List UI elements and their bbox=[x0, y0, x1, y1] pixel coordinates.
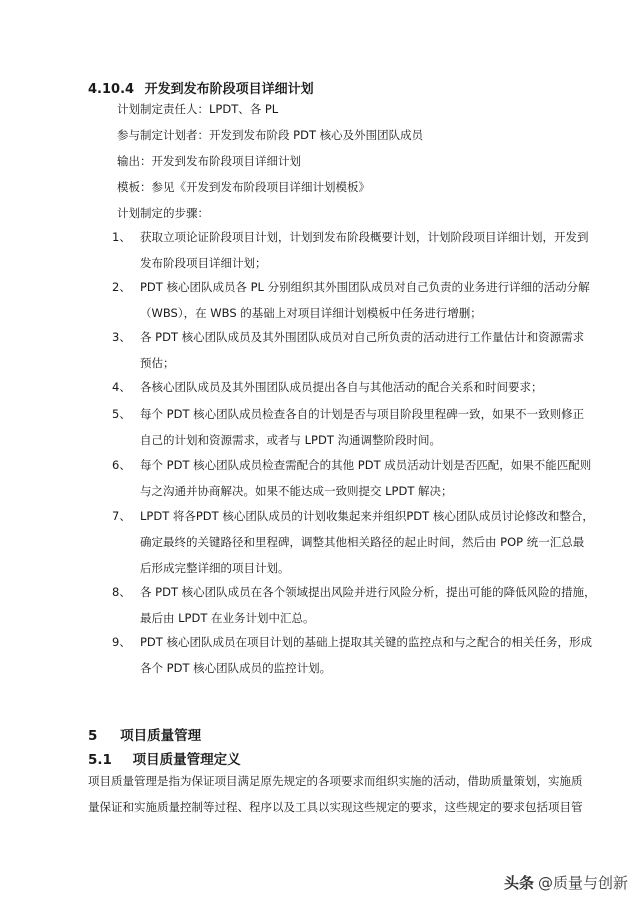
heading-4-10-4 bbox=[88, 78, 314, 97]
step-number: 4、 bbox=[112, 380, 131, 394]
field-template: 模板：参见《开发到发布阶段项目详细计划模板》 bbox=[117, 180, 370, 194]
step-line: 最后由 LPDT 在业务计划中汇总。 bbox=[140, 611, 315, 625]
step-line: 发布阶段项目详细计划； bbox=[140, 256, 267, 270]
section-title: 项目质量管理定义 bbox=[132, 752, 241, 768]
step-number: 2、 bbox=[112, 280, 131, 294]
step-line: 确定最终的关键路径和里程碑，调整其他相关路径的起止时间，然后由 POP 统一汇总最 bbox=[140, 535, 585, 549]
field-responsible: 计划制定责任人：LPDT、各 PL bbox=[117, 102, 279, 116]
heading-number: 4.10.4 bbox=[88, 82, 135, 97]
step-line: 每个 PDT 核心团队成员检查需配合的其他 PDT 成员活动计划是否匹配，如果不能匹配则 bbox=[140, 458, 592, 472]
step-line: 获取立项论证阶段项目计划，计划到发布阶段概要计划，计划阶段项目详细计划，开发到 bbox=[140, 230, 589, 244]
step-number: 9、 bbox=[112, 635, 131, 649]
step-line: 后形成完整详细的项目计划。 bbox=[140, 561, 290, 575]
field-output: 输出：开发到发布阶段项目详细计划 bbox=[117, 154, 301, 168]
section-number: 5.1 bbox=[88, 752, 112, 768]
section-5-1-heading bbox=[88, 748, 241, 768]
definition-line: 项目质量管理是指为保证项目满足原先规定的各项要求而组织实施的活动，借助质量策划，实施质 bbox=[88, 774, 583, 788]
section-title: 项目质量管理 bbox=[120, 728, 202, 744]
step-line: 各 PDT 核心团队成员及其外围团队成员对自己所负责的活动进行工作量估计和资源需求 bbox=[140, 330, 585, 344]
step-line: 与之沟通并协商解决。如果不能达成一致则提交 LPDT 解决； bbox=[140, 484, 453, 498]
step-number: 3、 bbox=[112, 330, 131, 344]
field-participants: 参与制定计划者：开发到发布阶段 PDT 核心及外围团队成员 bbox=[117, 128, 424, 142]
step-line: 预估； bbox=[140, 356, 175, 370]
step-line: 自己的计划和资源需求，或者与 LPDT 沟通调整阶段时间。 bbox=[140, 433, 442, 447]
definition-line: 量保证和实施质量控制等过程、程序以及工具以实现这些规定的要求，这些规定的要求包括项目管 bbox=[88, 800, 583, 814]
step-line: LPDT 将各PDT 核心团队成员的计划收集起来并组织PDT 核心团队成员讨论修改和整合， bbox=[140, 509, 594, 523]
step-line: PDT 核心团队成员在项目计划的基础上提取其关键的监控点和与之配合的相关任务，形成 bbox=[140, 635, 592, 649]
step-number: 8、 bbox=[112, 585, 131, 599]
step-line: PDT 核心团队成员各 PL 分别组织其外围团队成员对自己负责的业务进行详细的活动分解 bbox=[140, 280, 590, 294]
heading-title: 开发到发布阶段项目详细计划 bbox=[144, 82, 314, 97]
step-line: （WBS），在 WBS 的基础上对项目详细计划模板中任务进行增删； bbox=[140, 306, 482, 320]
step-number: 7、 bbox=[112, 509, 131, 523]
step-number: 6、 bbox=[112, 458, 131, 472]
watermark-brand: 头条 bbox=[503, 874, 534, 892]
section-number: 5 bbox=[88, 728, 98, 744]
watermark bbox=[504, 872, 628, 893]
step-line: 各核心团队成员及其外围团队成员提出各自与其他活动的配合关系和时间要求； bbox=[140, 380, 543, 394]
step-line: 各 PDT 核心团队成员在各个领域提出风险并进行风险分析，提出可能的降低风险的措施， bbox=[140, 585, 596, 599]
step-number: 1、 bbox=[112, 230, 131, 244]
watermark-account: @质量与创新 bbox=[537, 874, 628, 892]
step-line: 各个 PDT 核心团队成员的监控计划。 bbox=[140, 661, 332, 675]
field-steps-intro: 计划制定的步骤： bbox=[117, 206, 209, 220]
step-number: 5、 bbox=[112, 407, 131, 421]
section-5-heading bbox=[88, 724, 201, 744]
step-line: 每个 PDT 核心团队成员检查各自的计划是否与项目阶段里程碑一致，如果不一致则修正 bbox=[140, 407, 585, 421]
